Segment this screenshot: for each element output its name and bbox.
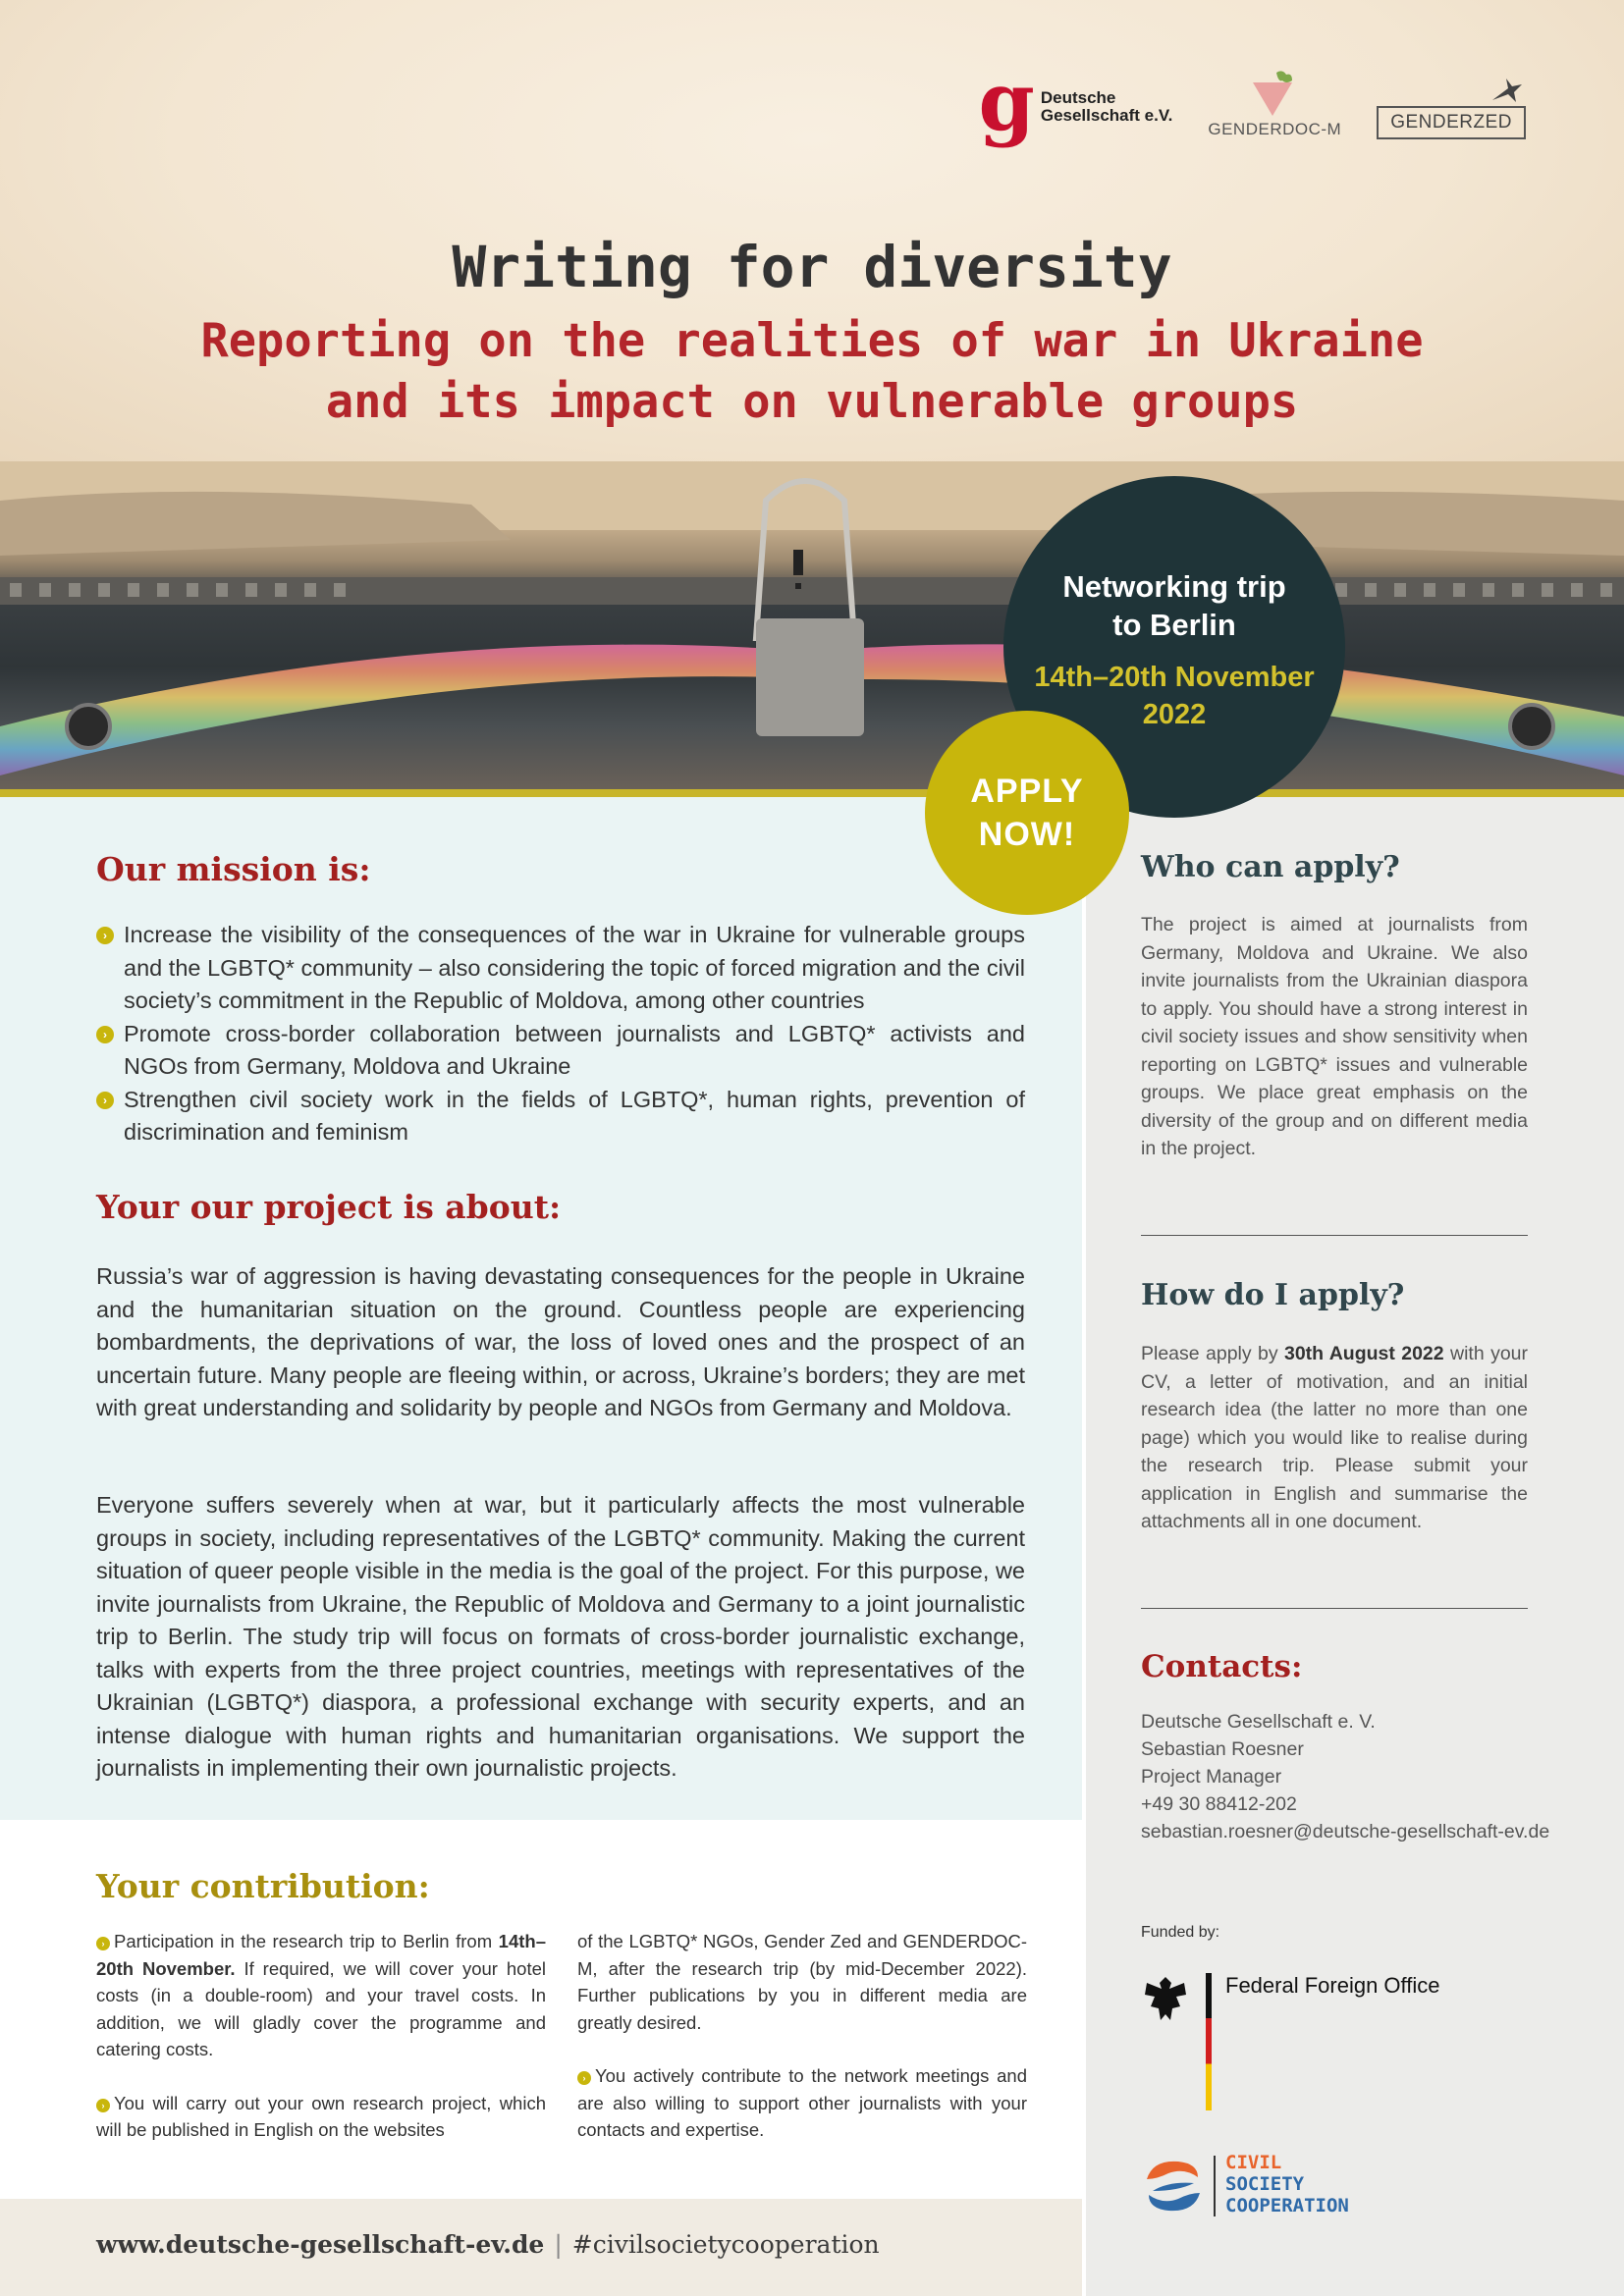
contribution-column-left (96, 1928, 546, 2144)
german-flag-stripe (1206, 1973, 1212, 2110)
mission-heading: Our mission is: (96, 850, 371, 888)
swirl-icon (1139, 2152, 1208, 2220)
contact-organisation: Deutsche Gesellschaft e. V. (1141, 1711, 1376, 1733)
page-title: Writing for diversity (452, 234, 1172, 300)
who-text: The project is aimed at journalists from Germany, Moldova and Ukraine. We also invite journalists from the Ukrainian diaspora to apply. You should have a strong interest in civil society issues and show sensitivity when reporting on LGBTQ* issues and vulnerable groups. We place great emphasis on the diversity of the group and on different media in the project. (1141, 914, 1528, 1159)
contacts-heading: Contacts: (1141, 1649, 1303, 1684)
trip-date-line1: 14th–20th November (1034, 662, 1315, 693)
divider (1214, 2156, 1216, 2216)
subtitle-line2: and its impact on vulnerable groups (325, 375, 1299, 429)
divider (1141, 1235, 1528, 1236)
arrow-bullet-icon: › (96, 1937, 110, 1950)
who-heading: Who can apply? (1141, 850, 1400, 884)
hashtag[interactable]: #civilsocietycooperation (571, 2230, 880, 2259)
mission-list (96, 919, 1025, 1149)
contact-phone[interactable]: +49 30 88412-202 (1141, 1793, 1297, 1815)
dg-name-line1: Deutsche (1040, 87, 1116, 107)
federal-foreign-office-logo[interactable] (1141, 1973, 1514, 2110)
apply-now-badge[interactable] (925, 711, 1129, 915)
contribution-item: › You will carry out your own research project, which will be published in English on the websites (96, 2092, 546, 2140)
accent-line (0, 789, 1624, 797)
contribution-heading: Your contribution: (96, 1867, 430, 1905)
contribution-column-right (577, 1928, 1027, 2144)
trip-badge-line2: to Berlin (1112, 607, 1236, 642)
contribution-item: › You actively contribute to the network meetings and are also willing to support other journalists with your contacts and expertise. (577, 2065, 1027, 2140)
arrow-bullet-icon: › (96, 927, 114, 944)
federal-foreign-office-name: Federal Foreign Office (1225, 1973, 1440, 1998)
mission-item: › Promote cross-border collaboration between journalists and LGBTQ* activists and NGOs from Germany, Moldova and Ukraine (96, 1018, 1025, 1084)
website-link[interactable]: www.deutsche-gesellschaft-ev.de (96, 2230, 545, 2259)
arrow-bullet-icon: › (577, 2071, 591, 2085)
header-area (0, 0, 1624, 461)
how-text: Please apply by 30th August 2022 with your CV, a letter of motivation, and an initial research idea (the latter no more than one page) which you would like to realise during the research trip. Please submit your application in English and summarise the attachments all in one document. (1141, 1343, 1529, 1532)
civil-society-cooperation-logo[interactable] (1139, 2152, 1394, 2220)
project-paragraph-2: Everyone suffers severely when at war, but it particularly affects the most vulnerable groups in society, including representatives of the LGBTQ* community. Making the current situation of queer people visible in the media is the goal of the project. For this purpose, we invite journalists from Ukraine, the Republic of Moldova and Germany to a joint journalistic trip to Berlin. The study trip will focus on formats of cross-border journalistic exchange, talks with experts from the three project countries, meetings with representatives of the Ukrainian (LGBTQ*) diaspora, a professional exchange with security experts, and an intense dialogue with human rights and humanitarian organisations. We support the journalists in implementing their own journalistic projects. (96, 1492, 1025, 1781)
genderdoc-logo[interactable] (1208, 69, 1341, 139)
apply-line2: NOW! (978, 816, 1076, 854)
mission-item: › Strengthen civil society work in the fields of LGBTQ*, human rights, prevention of discrimination and feminism (96, 1084, 1025, 1149)
project-paragraph-1: Russia’s war of aggression is having devastating consequences for the people in Ukraine and the humanitarian situation on the ground. Countless people are experiencing bombardments, the deprivations of war, the loss of loved ones and the prospect of an uncertain future. Many people are fleeing within, or across, Ukraine’s borders; they are met with great understanding and solidarity by people and NGOs from Germany and Moldova. (96, 1263, 1025, 1420)
deutsche-gesellschaft-logo[interactable] (978, 55, 1173, 150)
mission-item: › Increase the visibility of the consequences of the war in Ukraine for vulnerable groups and the LGBTQ* community – also considering the topic of forced migration and the civil society’s commitment in the Republic of Moldova, among other countries (96, 919, 1025, 1018)
genderzed-logo[interactable] (1377, 75, 1526, 139)
arrow-bullet-icon: › (96, 1026, 114, 1043)
trip-date-line2: 2022 (1142, 698, 1207, 730)
contribution-item-continued: of the LGBTQ* NGOs, Gender Zed and GENDERDOC-M, after the research trip (by mid-December 2022). Further publications by you in different media are greatly desired. (577, 1931, 1027, 2033)
arrow-bullet-icon: › (96, 2099, 110, 2112)
how-heading: How do I apply? (1141, 1278, 1405, 1312)
footer (96, 2230, 880, 2259)
apply-line1: APPLY (970, 773, 1084, 810)
csc-line3: COOPERATION (1225, 2195, 1349, 2216)
typewriter-image (0, 461, 1624, 793)
contribution-item: › Participation in the research trip to Berlin from 14th–20th November. If required, we will cover your hotel costs (in a double-room) and your travel costs. In addition, we will gladly cover the programme and catering costs. (96, 1931, 546, 2059)
contact-role: Project Manager (1141, 1766, 1282, 1788)
csc-line2: SOCIETY (1225, 2173, 1305, 2195)
divider (1141, 1608, 1528, 1609)
typewriter-illustration (0, 461, 1624, 793)
subtitle-line1: Reporting on the realities of war in Ukraine (200, 314, 1424, 368)
genderdoc-name: GENDERDOC-M (1208, 120, 1342, 138)
csc-line1: CIVIL (1225, 2152, 1282, 2173)
arrow-bullet-icon: › (96, 1092, 114, 1109)
bird-icon (1487, 75, 1526, 106)
footer-separator: | (554, 2230, 563, 2259)
contact-name: Sebastian Roesner (1141, 1738, 1304, 1760)
project-heading: Your our project is about: (96, 1188, 562, 1226)
genderdoc-icon (1247, 69, 1302, 120)
funded-by-label: Funded by: (1141, 1924, 1220, 1941)
contact-email[interactable]: sebastian.roesner@deutsche-gesellschaft-ev.de (1141, 1821, 1550, 1842)
genderzed-name: GENDERZED (1377, 106, 1526, 139)
trip-badge-line1: Networking trip (1062, 569, 1286, 604)
federal-eagle-icon (1141, 1973, 1190, 2026)
dg-mark: g (978, 55, 1035, 150)
dg-name-line2: Gesellschaft e.V. (1040, 106, 1173, 126)
contact-details (1141, 1708, 1593, 1845)
partner-logos (978, 55, 1527, 150)
